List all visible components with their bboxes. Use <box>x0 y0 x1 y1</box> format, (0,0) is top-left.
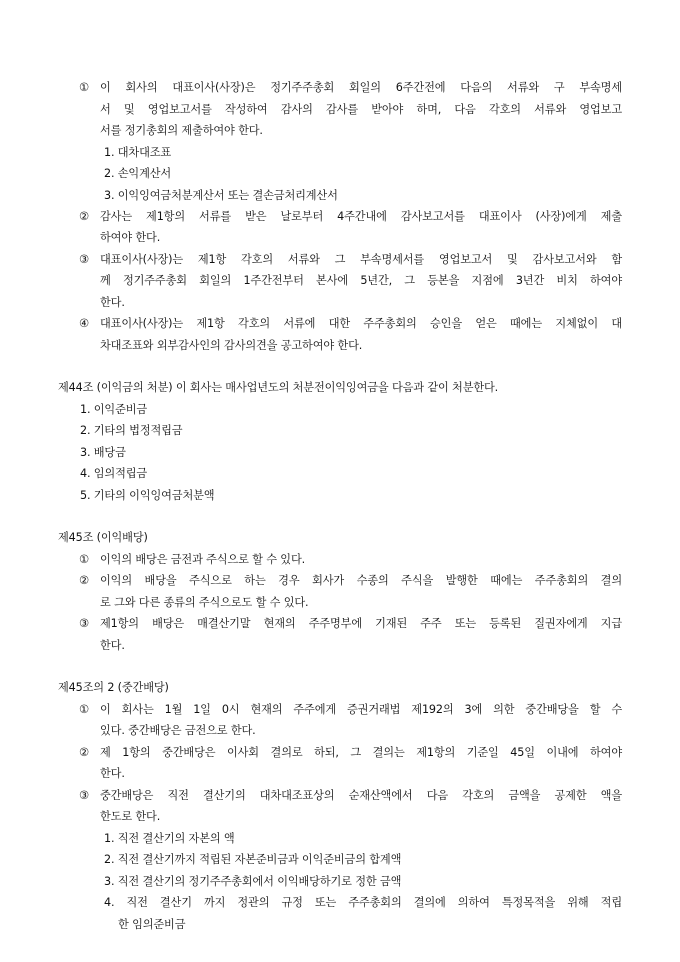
paragraph-text: 서를 정기총회의 제출하여야 한다. <box>100 124 263 137</box>
paragraph-text: 께 정기주주총회 회일의 1주간전부터 본사에 5년간, 그 등본을 지점에 3년간 비치 하여야 <box>100 274 622 287</box>
paragraph-text: 이익의 배당은 금전과 주식으로 할 수 있다. <box>100 553 306 566</box>
list-item: 2. 손익계산서 <box>104 167 172 180</box>
article-heading: 제44조 (이익금의 처분) 이 회사는 매사업년도의 처분전이익잉여금을 다음과 같이 처분한다. <box>58 381 499 394</box>
paragraph-number: ③ <box>79 253 89 266</box>
paragraph-text: 제1항의 배당은 매결산기말 현재의 주주명부에 기재된 주주 또는 등록된 질권자에게 지급 <box>100 617 622 630</box>
paragraph-text: 한다. <box>100 767 125 780</box>
paragraph-number: ① <box>79 81 89 94</box>
list-item: 2. 직전 결산기까지 적립된 자본준비금과 이익준비금의 합계액 <box>104 853 402 866</box>
paragraph-text: 이익의 배당을 주식으로 하는 경우 회사가 수종의 주식을 발행한 때에는 주주총회의 결의 <box>100 574 622 587</box>
article-heading: 제45조 (이익배당) <box>58 531 148 544</box>
list-item: 4. 직전 결산기 까지 정관의 규정 또는 주주총회의 결의에 의하여 특정목적을 위해 적립 <box>104 896 622 909</box>
list-item: 2. 기타의 법정적립금 <box>80 424 183 437</box>
paragraph-number: ② <box>79 210 89 223</box>
paragraph-number: ① <box>79 703 89 716</box>
list-item: 3. 직전 결산기의 정기주주총회에서 이익배당하기로 정한 금액 <box>104 875 402 888</box>
paragraph-text: 중간배당은 직전 결산기의 대차대조표상의 순재산액에서 다음 각호의 금액을 공제한 액을 <box>100 789 622 802</box>
paragraph-number: ① <box>79 553 89 566</box>
list-item-continuation: 한 임의준비금 <box>118 918 186 931</box>
paragraph-text: 대표이사(사장)는 제1항 각호의 서류와 그 부속명세서를 영업보고서 및 감사보고서와 함 <box>100 253 622 266</box>
paragraph-text: 제 1항의 중간배당은 이사회 결의로 하되, 그 결의는 제1항의 기준일 45일 이내에 하여야 <box>100 746 622 759</box>
paragraph-text: 대표이사(사장)는 제1항 각호의 서류에 대한 주주총회의 승인을 얻은 때에는 지체없이 대 <box>100 317 622 330</box>
list-item: 1. 이익준비금 <box>80 403 148 416</box>
paragraph-text: 한도로 한다. <box>100 810 161 823</box>
paragraph-text: 있다. 중간배당은 금전으로 한다. <box>100 724 256 737</box>
paragraph-text: 한다. <box>100 296 125 309</box>
paragraph-text: 이 회사의 대표이사(사장)은 정기주주총회 회일의 6주간전에 다음의 서류와 구 부속명세 <box>100 81 622 94</box>
paragraph-number: ③ <box>79 789 89 802</box>
paragraph-text: 서 및 영업보고서를 작성하여 감사의 감사를 받아야 하며, 다음 각호의 서류와 영업보고 <box>100 103 622 116</box>
paragraph-text: 이 회사는 1월 1일 0시 현재의 주주에게 증권거래법 제192의 3에 의한 중간배당을 할 수 <box>100 703 622 716</box>
list-item: 3. 배당금 <box>80 446 126 459</box>
paragraph-number: ③ <box>79 617 89 630</box>
list-item: 4. 임의적립금 <box>80 467 148 480</box>
paragraph-text: 로 그와 다른 종류의 주식으로도 할 수 있다. <box>100 596 309 609</box>
list-item: 1. 직전 결산기의 자본의 액 <box>104 832 235 845</box>
paragraph-text: 차대조표와 외부감사인의 감사의견을 공고하여야 한다. <box>100 339 363 352</box>
paragraph-number: ② <box>79 574 89 587</box>
paragraph-number: ② <box>79 746 89 759</box>
paragraph-text: 하여야 한다. <box>100 231 161 244</box>
list-item: 3. 이익잉여금처분계산서 또는 결손금처리계산서 <box>104 189 338 202</box>
paragraph-text: 한다. <box>100 639 125 652</box>
paragraph-number: ④ <box>79 317 89 330</box>
list-item: 5. 기타의 이익잉여금처분액 <box>80 489 215 502</box>
list-item: 1. 대차대조표 <box>104 146 172 159</box>
article-heading: 제45조의 2 (중간배당) <box>58 681 169 694</box>
paragraph-text: 감사는 제1항의 서류를 받은 날로부터 4주간내에 감사보고서를 대표이사 (사장)에게 제출 <box>100 210 622 223</box>
